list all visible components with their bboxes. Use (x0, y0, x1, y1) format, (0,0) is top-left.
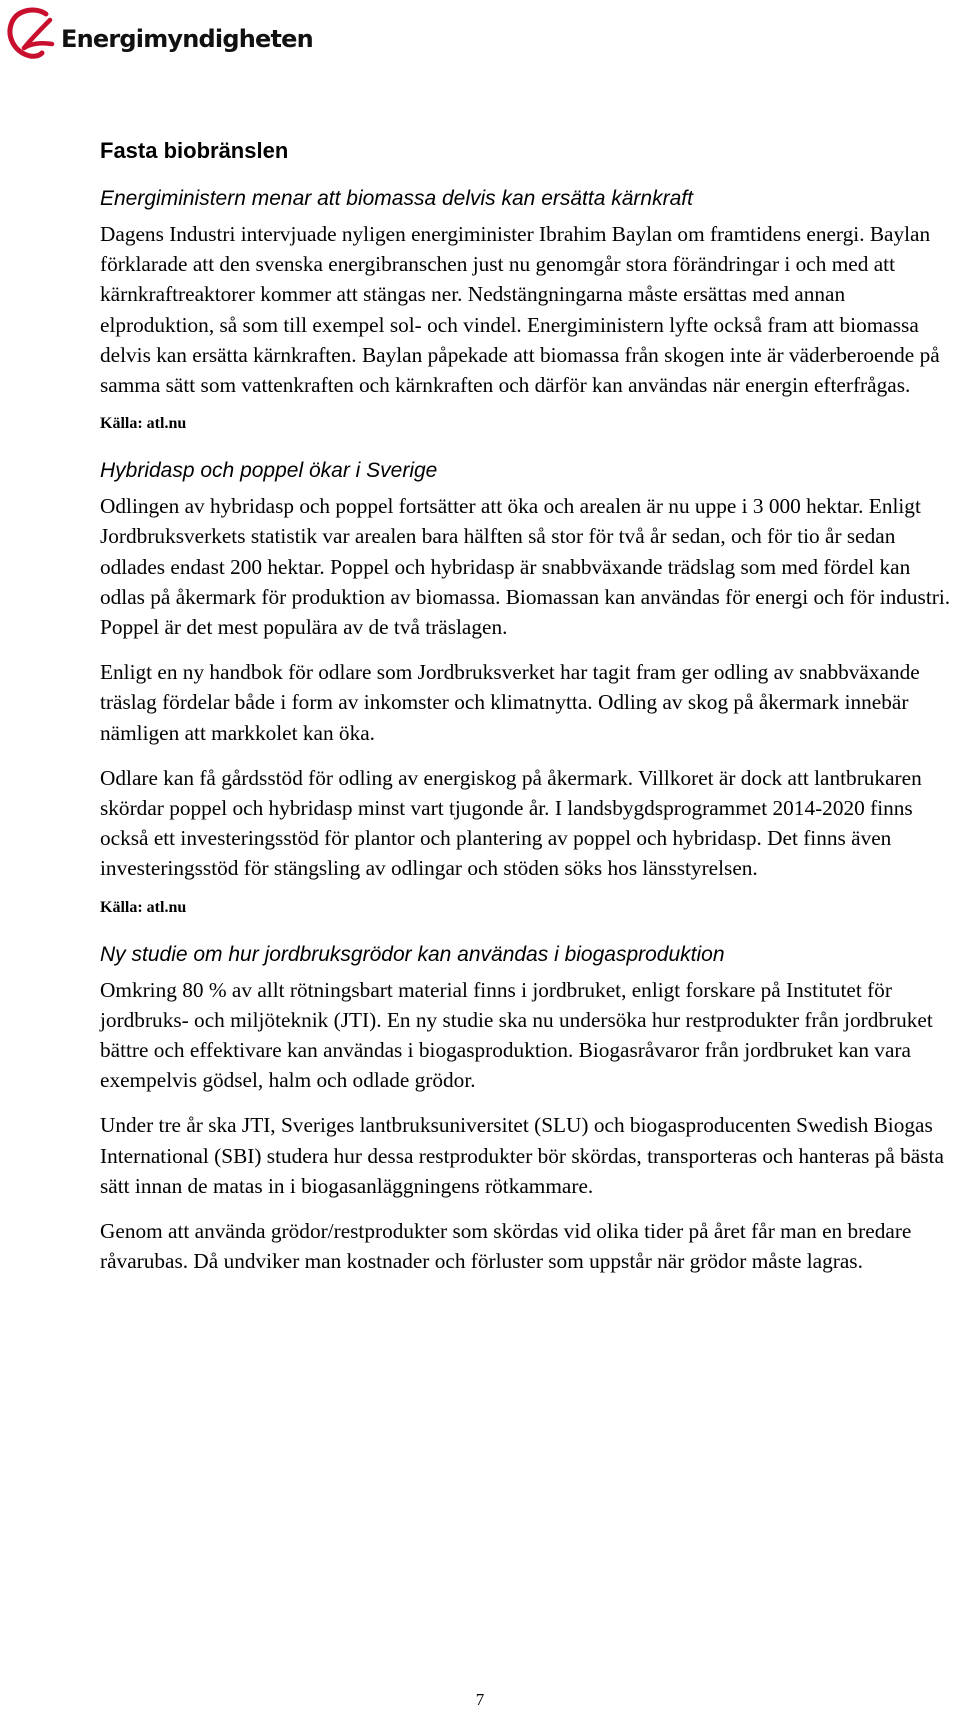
logo (6, 4, 313, 62)
document-body (100, 128, 960, 1291)
page-number: 7 (475, 1690, 485, 1709)
article-paragraph: Enligt en ny handbok för odlare som Jordbruksverket har tagit fram ger odling av snabbväxande träslag fördelar både i form av inkomster och klimatnytta. Odling av skog på åkermark innebär nämligen att markkolet kan öka. (100, 660, 920, 745)
article-headline: Ny studie om hur jordbruksgrödor kan användas i biogasproduktion (100, 942, 725, 966)
article-paragraph: Odlare kan få gårdsstöd för odling av energiskog på åkermark. Villkoret är dock att lantbrukaren skördar poppel och hybridasp minst vart tjugonde år. I landsbygdsprogrammet 2014-2020 finns också ett investeringsstöd för plantor och plantering av poppel och hybridasp. Det finns även investeringsstöd för stängsling av odlingar och stöden söks hos länsstyrelsen. (100, 765, 922, 881)
article-paragraph: Genom att använda grödor/restprodukter som skördas vid olika tider på året får man en bredare råvarubas. Då undviker man kostnader och förluster som uppstår när grödor måste lagras. (100, 1219, 912, 1274)
article-headline: Energiministern menar att biomassa delvis kan ersätta kärnkraft (100, 187, 693, 210)
article-paragraph: Under tre år ska JTI, Sveriges lantbruksuniversitet (SLU) och biogasproducenten Swedish Biogas International (SBI) studera hur dessa restprodukter bör skördas, transporteras och hanteras på bästa sätt innan de matas in i biogasanläggningens rötkammare. (100, 1113, 944, 1198)
article-biogas (100, 941, 960, 1277)
energimyndigheten-logo-icon (6, 4, 58, 62)
article-source: Källa: atl.nu (100, 898, 187, 916)
article-paragraph: Omkring 80 % av allt rötningsbart material finns i jordbruket, enligt forskare på Institutet för jordbruks- och miljöteknik (JTI). En ny studie ska nu undersöka hur restprodukter från jordbruket bättre och effektivare kan användas i biogasproduktion. Biogasråvaror från jordbruket kan vara exempelvis gödsel, halm och odlade grödor. (100, 977, 933, 1093)
article-hybridasp (100, 457, 960, 916)
article-paragraph: Odlingen av hybridasp och poppel fortsätter att öka och arealen är nu uppe i 3 000 hektar. Enligt Jordbruksverkets statistik var arealen bara hälften så stor för två år sedan, och för tio år sedan odlades endast 200 hektar. Poppel och hybridasp är snabbväxande trädslag som med fördel kan odlas på åkermark för produktion av biomassa. Biomassan kan användas för energi och för industri. Poppel är det mest populära av de två träslagen. (100, 494, 951, 640)
article-headline: Hybridasp och poppel ökar i Sverige (100, 459, 438, 483)
article-source: Källa: atl.nu (100, 415, 187, 433)
section-title: Fasta biobränslen (100, 138, 289, 163)
logo-text: Energimyndigheten (61, 25, 313, 53)
article-paragraph: Dagens Industri intervjuade nyligen energiminister Ibrahim Baylan om framtidens energi. Baylan förklarade att den svenska energibranschen just nu genomgår stora förändringar i och med att kärnkraftreaktorer kommer att stängas ner. Nedstängningarna måste ersättas med annan elproduktion, så som till exempel sol- och vindel. Energiministern lyfte också fram att biomassa delvis kan ersätta kärnkraften. Baylan påpekade att biomassa från skogen inte är väderberoende på samma sätt som vattenkraften och kärnkraften och därför kan användas när energin efterfrågas. (100, 222, 940, 398)
article-biomassa (100, 185, 960, 433)
